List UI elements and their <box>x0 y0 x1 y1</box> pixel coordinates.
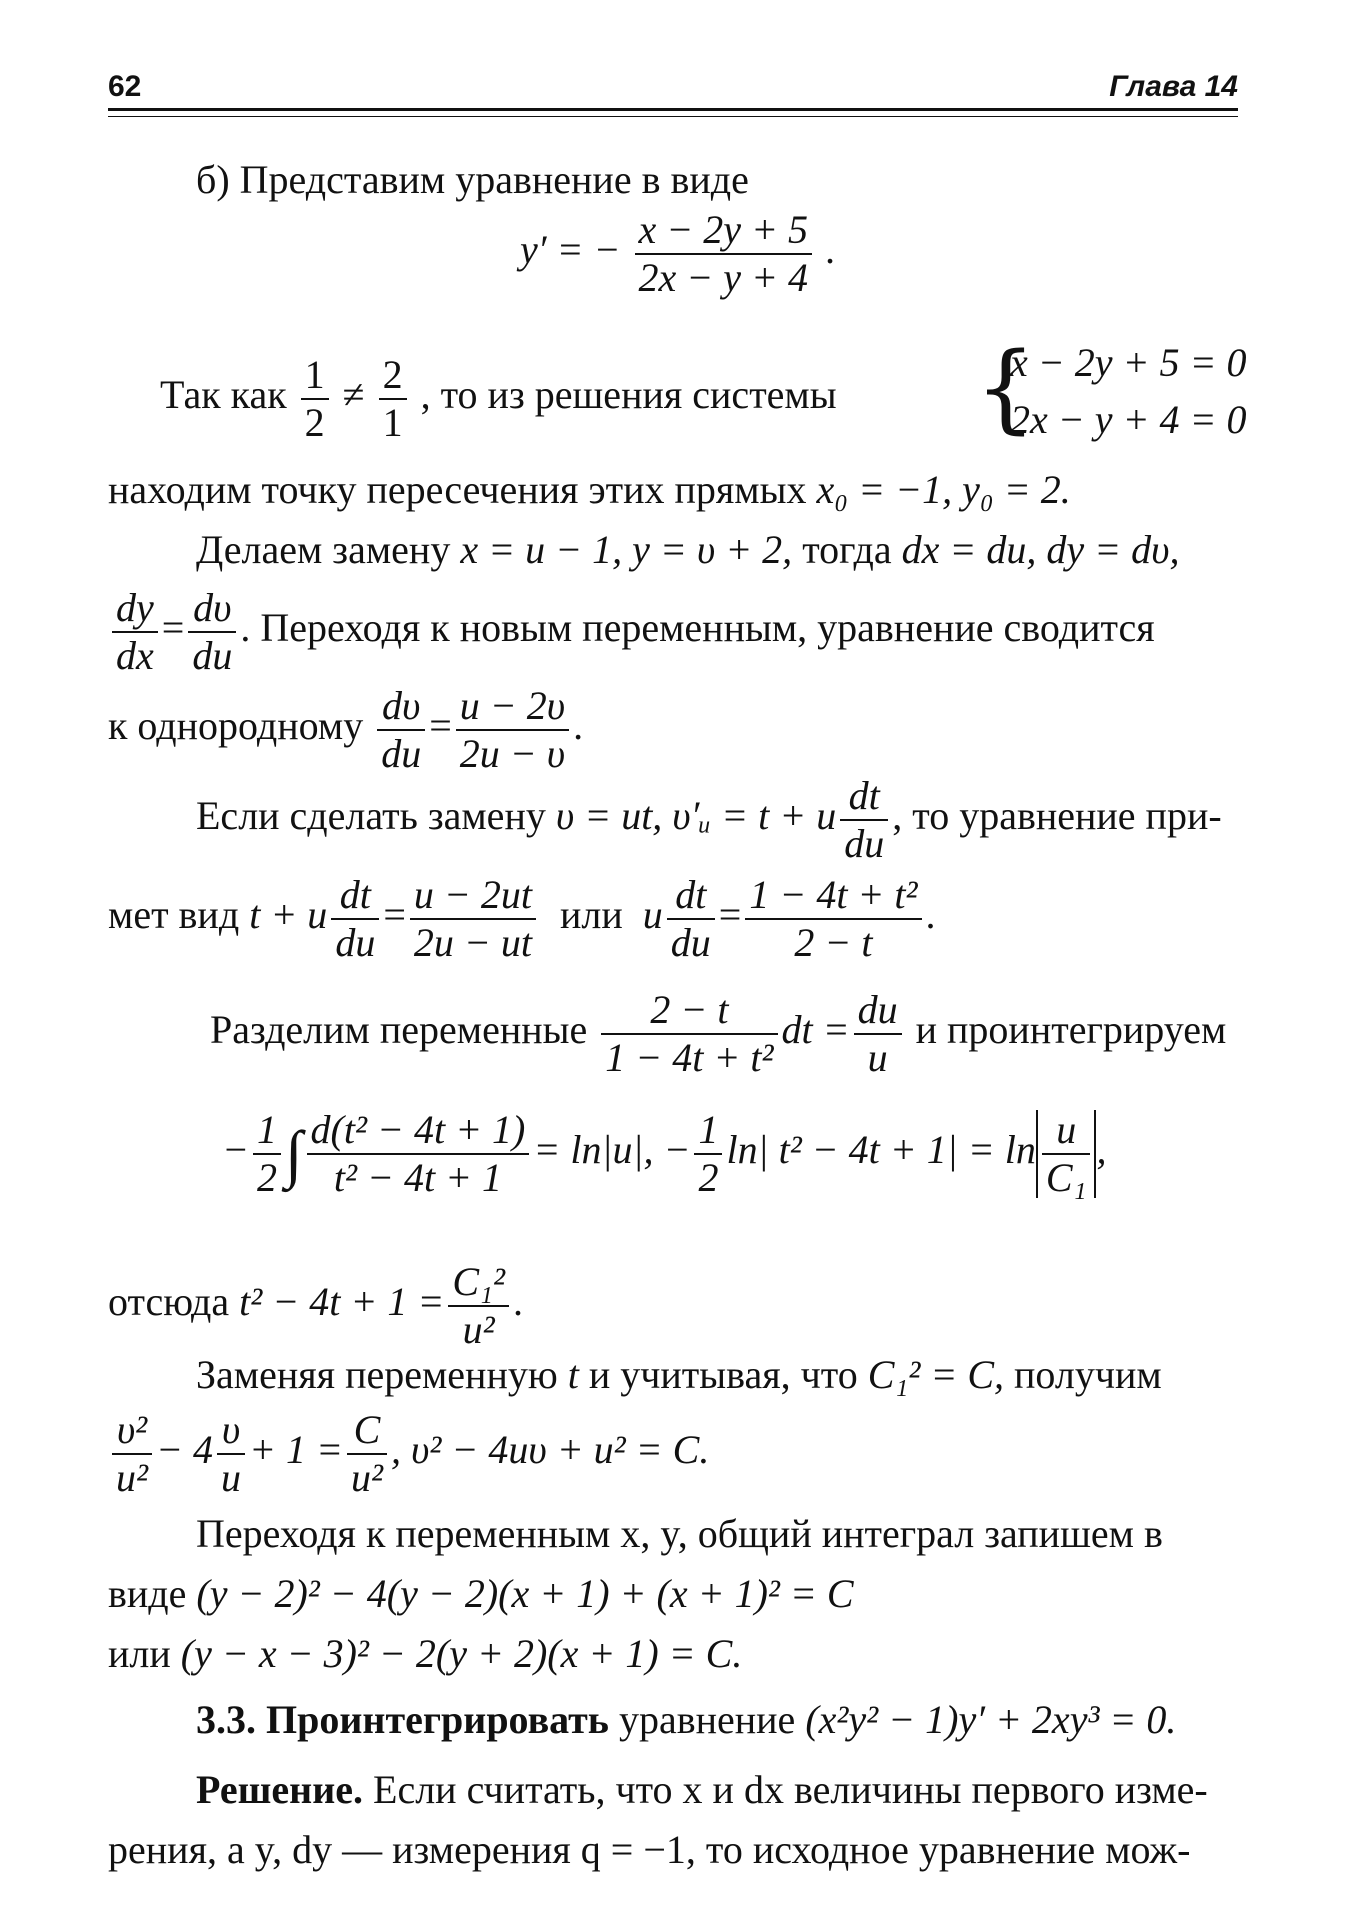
paragraph-3: находим точку пересечения этих прямых x₀ = −1, y₀ = 2. <box>108 467 1071 512</box>
equation-1: y′ = − $\frac{x - 2y + 5}{2x - y + 4}$ . <box>520 207 836 300</box>
header-rule-top <box>108 108 1238 111</box>
paragraph-8: мет вид t + u $\frac{dt}{du}$ = $\frac{u - 2ut}{2u - ut}$ или u $\frac{dt}{du}$ = $\frac{\text{1 − 4t + t²}}{2 - t}$ . <box>108 872 936 965</box>
paragraph-9: Разделим переменные $\frac{2 - t}{\text{1 − 4t + t²}}$ dt = $\frac{du}{u}$ и проинтегрируем <box>210 987 1227 1080</box>
paragraph-12: Заменяя переменную t и учитывая, что C₁² = C, получим <box>196 1352 1162 1397</box>
paragraph-14: Переходя к переменным x, y, общий интеграл запишем в <box>196 1511 1163 1556</box>
paragraph-6: к однородному $\frac{d\upsilon}{du}$ = $\frac{u - 2\upsilon}{2u - \upsilon}$ . <box>108 683 584 776</box>
paragraph-11: отсюда t² − 4t + 1 = $\frac{\text{C₁²}}{\text{u²}}$ . <box>108 1259 523 1352</box>
solution-line-2: рения, а y, dy — измерения q = −1, то исходное уравнение мож- <box>108 1827 1191 1872</box>
problem-3-3: 3.3. Проинтегрировать уравнение (x²y² − 1)y′ + 2xy³ = 0. <box>196 1697 1177 1742</box>
paragraph-7: Если сделать замену υ = ut, υ′ᵤ = t + u $\frac{dt}{du}$ , то уравнение при- <box>196 773 1222 866</box>
chapter-title: Глава 14 <box>1109 70 1238 103</box>
paragraph-16: или (y − x − 3)² − 2(y + 2)(x + 1) = C. <box>108 1631 743 1676</box>
system-brace: { <box>975 332 1037 444</box>
page-number: 62 <box>108 70 142 103</box>
paragraph-5: $\frac{dy}{dx}$ = $\frac{d\upsilon}{du}$ . Переходя к новым переменным, уравнение сводится <box>108 588 1155 676</box>
equation-13: $\frac{\text{υ²}}{\text{u²}}$ − 4 $\frac{\upsilon}{u}$ + 1 = $\frac{C}{\text{u²}}$ , υ² − 4uυ + u² = C. <box>108 1410 709 1498</box>
system-eq-2: 2x − y + 4 = 0 <box>1010 397 1247 442</box>
paragraph-4: Делаем замену x = u − 1, y = υ + 2, тогда dx = du, dy = dυ, <box>196 527 1180 572</box>
paragraph-1: б) Представим уравнение в виде <box>196 157 749 202</box>
header-rule-bottom <box>108 116 1238 117</box>
system-eq-1: x − 2y + 5 = 0 <box>1010 340 1247 385</box>
paragraph-2: Так как $\frac{1}{2}$ ≠ $\frac{2}{1}$ , то из решения системы <box>160 352 837 445</box>
solution-line-1: Решение. Если считать, что x и dx величины первого изме- <box>196 1767 1208 1812</box>
integral-equation: − $\frac{1}{2}$ ∫ $\frac{\text{d(t² − 4t + 1)}}{\text{t² − 4t + 1}}$ = ln|u|, − $\frac{1}{2}$ ln| t² − 4t + 1| = ln $\frac{u}{\text{C₁}}$ , <box>222 1107 1107 1200</box>
paragraph-15: виде (y − 2)² − 4(y − 2)(x + 1) + (x + 1)² = C <box>108 1571 854 1616</box>
